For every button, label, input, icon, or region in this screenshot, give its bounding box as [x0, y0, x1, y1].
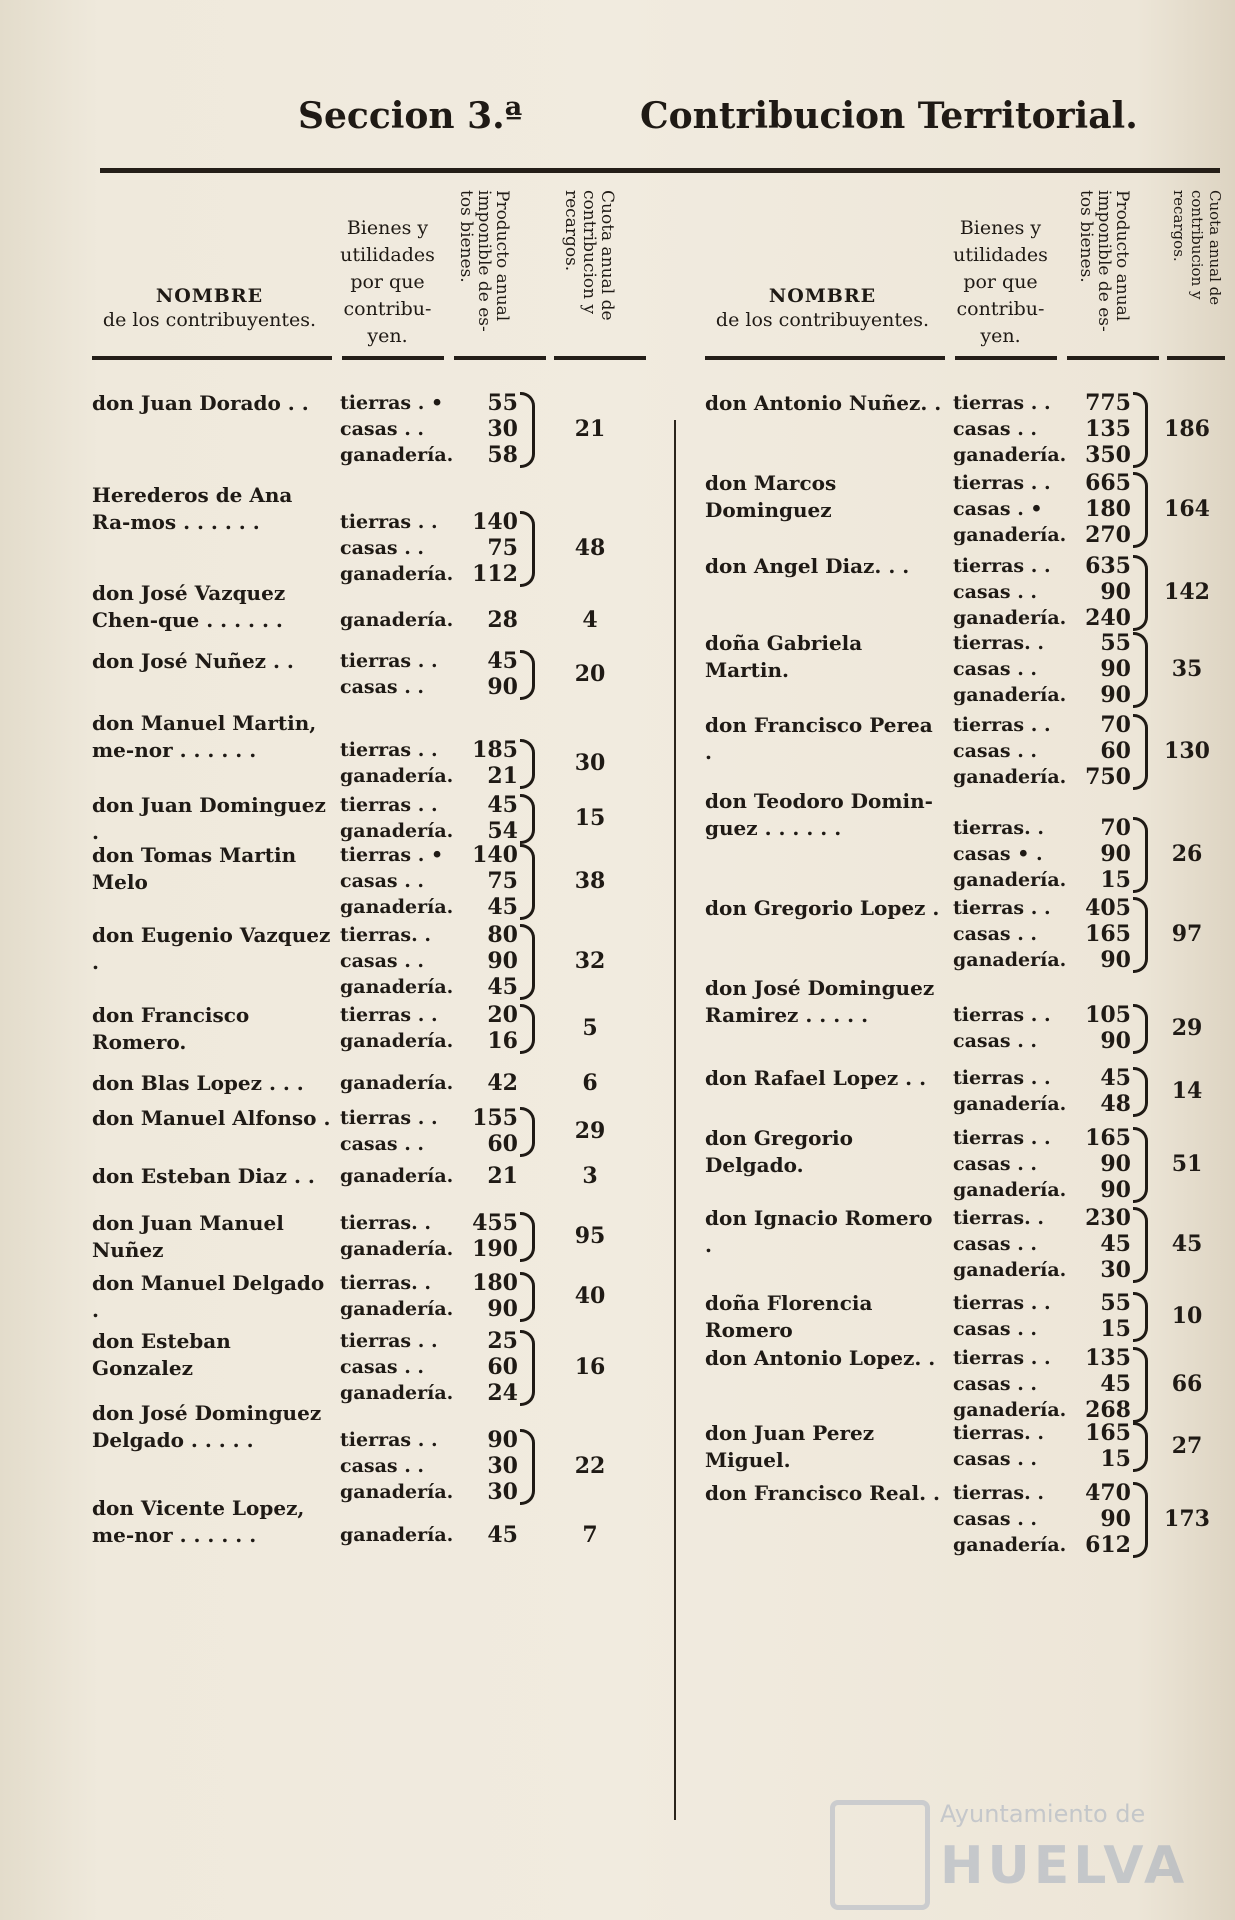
contributor-name: don Gregorio Delgado. [705, 1126, 853, 1177]
contributor-name: don Juan Manuel Nuñez [92, 1211, 284, 1262]
cuota-value: 66 [1171, 1371, 1203, 1397]
asset-value: 90 [487, 674, 518, 700]
asset-value: 140 [472, 509, 518, 535]
asset-value: 48 [1100, 1091, 1131, 1117]
contributor-name: don Ignacio Romero . [705, 1206, 933, 1257]
grouping-brace [520, 1107, 535, 1157]
header-bienes: Bienes y utilidades por que contribu-yen. [953, 217, 1048, 347]
asset-kind: tierras . . [340, 1004, 438, 1026]
asset-kind: casas . . [953, 418, 1038, 440]
asset-kind: ganadería. [340, 1238, 454, 1260]
asset-value: 55 [487, 390, 518, 416]
grouping-brace [1133, 555, 1148, 631]
asset-value: 55 [1100, 1290, 1131, 1316]
asset-value: 21 [487, 763, 518, 789]
grouping-brace [1133, 1347, 1148, 1423]
header-rule-producto [454, 356, 546, 360]
contributor-name: don Francisco Perea . [705, 713, 933, 764]
grouping-brace [520, 844, 535, 920]
grouping-brace [520, 1330, 535, 1406]
asset-kind: casas • . [953, 843, 1043, 865]
grouping-brace [520, 1272, 535, 1322]
asset-value: 54 [487, 818, 518, 844]
grouping-brace [1133, 1067, 1148, 1117]
asset-kind: casas . . [953, 1373, 1038, 1395]
cuota-value: 15 [574, 805, 606, 831]
grouping-brace [520, 511, 535, 587]
asset-value: 350 [1085, 442, 1131, 468]
grouping-brace [1133, 1004, 1148, 1054]
contributor-name: don Antonio Nuñez. . [705, 391, 942, 415]
right-entries [705, 390, 1235, 1890]
cuota-value: 142 [1164, 579, 1210, 605]
contributor-name: don Manuel Alfonso . [92, 1106, 331, 1130]
asset-kind: ganadería. [953, 1399, 1067, 1421]
asset-kind: ganadería. [340, 1481, 454, 1503]
asset-kind: tierras . . [953, 1347, 1051, 1369]
asset-kind: tierras . . [953, 1127, 1051, 1149]
asset-value: 775 [1085, 390, 1131, 416]
contributor-name: don Vicente Lopez, me-nor . . . . . . [92, 1496, 305, 1547]
header-name [705, 284, 940, 332]
asset-value: 165 [1085, 921, 1131, 947]
grouping-brace [1133, 817, 1148, 893]
asset-kind: tierras . . [340, 1107, 438, 1129]
asset-kind: ganadería. [953, 1179, 1067, 1201]
contributor-name: Herederos de Ana Ra-mos . . . . . . [92, 483, 293, 534]
asset-value: 70 [1100, 815, 1131, 841]
header-rule-cuota [1167, 356, 1225, 360]
asset-value: 270 [1085, 522, 1131, 548]
asset-value: 45 [487, 1522, 518, 1548]
asset-kind: casas . • [953, 498, 1043, 520]
cuota-value: 38 [574, 868, 606, 894]
contributor-name: don Tomas Martin Melo [92, 843, 297, 894]
grouping-brace [1133, 1127, 1148, 1203]
cuota-value: 6 [582, 1070, 598, 1096]
asset-kind: ganadería. [953, 444, 1067, 466]
contributor-name: don Angel Diaz. . . [705, 554, 910, 578]
asset-value: 15 [1100, 1446, 1131, 1472]
grouping-brace [1133, 392, 1148, 468]
asset-value: 24 [487, 1380, 518, 1406]
asset-value: 180 [1085, 496, 1131, 522]
asset-kind: tierras . . [953, 472, 1051, 494]
contributor-name: don Manuel Martin, me-nor . . . . . . [92, 711, 317, 762]
left-column [92, 190, 652, 1548]
asset-value: 42 [487, 1070, 518, 1096]
header-cuota: Cuota anual de contribucion y recargos. [561, 190, 617, 321]
contributor-name: don Marcos Dominguez [705, 471, 837, 522]
asset-value: 45 [487, 974, 518, 1000]
header-name-subtitle: de los contribuyentes. [715, 309, 930, 331]
header-name-title: NOMBRE [768, 285, 877, 307]
asset-kind: casas . . [340, 950, 425, 972]
cuota-value: 5 [582, 1015, 598, 1041]
asset-kind: ganadería. [340, 976, 454, 998]
asset-kind: casas . . [953, 1508, 1038, 1530]
header-name [92, 284, 327, 332]
asset-value: 135 [1085, 416, 1131, 442]
asset-value: 180 [472, 1270, 518, 1296]
crest-icon [830, 1800, 930, 1910]
asset-value: 470 [1085, 1480, 1131, 1506]
asset-kind: ganadería. [953, 766, 1067, 788]
page-title: Contribucion Territorial. [640, 95, 1138, 137]
grouping-brace [520, 924, 535, 1000]
asset-kind: casas . . [953, 1153, 1038, 1175]
asset-kind: tierras . . [953, 555, 1051, 577]
grouping-brace [520, 739, 535, 789]
section-label: Seccion 3.ª [298, 95, 523, 137]
asset-kind: casas . . [340, 1133, 425, 1155]
asset-kind: ganadería. [340, 1072, 454, 1094]
contributor-name: don Teodoro Domin-guez . . . . . . [705, 789, 933, 840]
left-entries [92, 390, 652, 1890]
asset-kind: casas . . [953, 740, 1038, 762]
asset-value: 90 [1100, 579, 1131, 605]
header-rule-bienes [342, 356, 444, 360]
asset-value: 75 [487, 535, 518, 561]
asset-value: 30 [487, 1479, 518, 1505]
column-divider [674, 420, 676, 1820]
grouping-brace [1133, 897, 1148, 973]
cuota-value: 48 [574, 535, 606, 561]
asset-kind: tierras. . [953, 632, 1044, 654]
asset-kind: tierras . . [340, 1330, 438, 1352]
cuota-value: 186 [1164, 416, 1210, 442]
header-rule-cuota [554, 356, 646, 360]
asset-kind: tierras . . [340, 650, 438, 672]
asset-value: 750 [1085, 764, 1131, 790]
asset-value: 90 [487, 948, 518, 974]
asset-kind: ganadería. [340, 1524, 454, 1546]
asset-value: 30 [487, 416, 518, 442]
asset-value: 58 [487, 442, 518, 468]
asset-kind: tierras . • [340, 844, 444, 866]
asset-kind: tierras . . [340, 794, 438, 816]
asset-kind: ganadería. [340, 609, 454, 631]
asset-kind: tierras . . [953, 897, 1051, 919]
asset-kind: tierras . • [340, 392, 444, 414]
grouping-brace [520, 392, 535, 468]
asset-value: 16 [487, 1028, 518, 1054]
asset-kind: tierras. . [340, 1212, 431, 1234]
cuota-value: 14 [1171, 1078, 1203, 1104]
cuota-value: 32 [574, 948, 606, 974]
asset-value: 80 [487, 922, 518, 948]
asset-kind: tierras . . [953, 1004, 1051, 1026]
asset-value: 15 [1100, 867, 1131, 893]
asset-value: 55 [1100, 630, 1131, 656]
watermark-line1: Ayuntamiento de [940, 1800, 1146, 1828]
asset-kind: casas . . [340, 1455, 425, 1477]
cuota-value: 26 [1171, 841, 1203, 867]
asset-value: 190 [472, 1236, 518, 1262]
cuota-value: 130 [1164, 738, 1210, 764]
header-rule [100, 168, 1220, 173]
asset-kind: ganadería. [953, 684, 1067, 706]
contributor-name: don Rafael Lopez . . [705, 1066, 927, 1090]
asset-kind: tierras. . [953, 1422, 1044, 1444]
grouping-brace [1133, 632, 1148, 708]
contributor-name: don Eugenio Vazquez . [92, 923, 331, 974]
asset-value: 45 [487, 894, 518, 920]
header-rule-name [705, 356, 945, 360]
asset-value: 60 [1100, 738, 1131, 764]
grouping-brace [1133, 1482, 1148, 1558]
asset-kind: tierras. . [953, 1482, 1044, 1504]
cuota-value: 3 [582, 1163, 598, 1189]
asset-value: 135 [1085, 1345, 1131, 1371]
asset-value: 45 [1100, 1231, 1131, 1257]
asset-kind: casas . . [953, 658, 1038, 680]
asset-value: 90 [1100, 1177, 1131, 1203]
asset-value: 28 [487, 607, 518, 633]
asset-value: 75 [487, 868, 518, 894]
grouping-brace [1133, 1422, 1148, 1472]
asset-kind: casas . . [340, 676, 425, 698]
asset-kind: ganadería. [953, 949, 1067, 971]
asset-value: 165 [1085, 1125, 1131, 1151]
asset-value: 30 [1100, 1257, 1131, 1283]
asset-kind: ganadería. [340, 820, 454, 842]
asset-value: 155 [472, 1105, 518, 1131]
asset-value: 185 [472, 737, 518, 763]
asset-kind: tierras. . [340, 924, 431, 946]
grouping-brace [520, 794, 535, 844]
asset-value: 20 [487, 1002, 518, 1028]
asset-value: 90 [487, 1427, 518, 1453]
cuota-value: 30 [574, 750, 606, 776]
contributor-name: don Juan Dominguez . [92, 793, 326, 844]
asset-kind: casas . . [340, 870, 425, 892]
asset-kind: tierras . . [953, 1292, 1051, 1314]
asset-kind: ganadería. [953, 1259, 1067, 1281]
asset-kind: ganadería. [340, 563, 454, 585]
asset-kind: tierras . . [953, 714, 1051, 736]
grouping-brace [520, 1004, 535, 1054]
asset-kind: casas . . [953, 923, 1038, 945]
asset-value: 45 [487, 792, 518, 818]
contributor-name: don José Nuñez . . [92, 649, 294, 673]
asset-kind: ganadería. [340, 765, 454, 787]
grouping-brace [1133, 1292, 1148, 1342]
asset-value: 165 [1085, 1420, 1131, 1446]
watermark-stamp [830, 1800, 1189, 1910]
asset-value: 140 [472, 842, 518, 868]
contributor-name: don Manuel Delgado . [92, 1271, 325, 1322]
asset-kind: casas . . [340, 418, 425, 440]
contributor-name: doña Florencia Romero [705, 1291, 873, 1342]
asset-kind: ganadería. [340, 896, 454, 918]
asset-value: 665 [1085, 470, 1131, 496]
contributor-name: don Esteban Diaz . . [92, 1164, 315, 1188]
header-bienes: Bienes y utilidades por que contribu-yen. [340, 217, 435, 347]
header-name-title: NOMBRE [155, 285, 264, 307]
asset-kind: casas . . [953, 1448, 1038, 1470]
asset-kind: casas . . [953, 1030, 1038, 1052]
cuota-value: 173 [1164, 1506, 1210, 1532]
contributor-name: don José Vazquez Chen-que . . . . . . [92, 581, 286, 632]
asset-kind: tierras . . [340, 739, 438, 761]
asset-kind: ganadería. [953, 607, 1067, 629]
asset-value: 105 [1085, 1002, 1131, 1028]
asset-value: 60 [487, 1354, 518, 1380]
cuota-value: 20 [574, 661, 606, 687]
asset-value: 90 [1100, 1506, 1131, 1532]
header-rule-name [92, 356, 332, 360]
asset-kind: ganadería. [340, 1030, 454, 1052]
cuota-value: 51 [1171, 1151, 1203, 1177]
asset-kind: tierras . . [953, 392, 1051, 414]
asset-value: 45 [1100, 1065, 1131, 1091]
asset-value: 21 [487, 1163, 518, 1189]
grouping-brace [520, 1429, 535, 1505]
asset-kind: casas . . [340, 1356, 425, 1378]
asset-value: 240 [1085, 605, 1131, 631]
right-column [705, 190, 1235, 1558]
contributor-name: don José Dominguez Ramirez . . . . . [705, 976, 935, 1027]
cuota-value: 35 [1171, 656, 1203, 682]
asset-kind: ganadería. [953, 1534, 1067, 1556]
asset-value: 90 [1100, 682, 1131, 708]
cuota-value: 97 [1171, 921, 1203, 947]
asset-value: 405 [1085, 895, 1131, 921]
contributor-name: don José Dominguez Delgado . . . . . [92, 1401, 322, 1452]
left-column-header [92, 190, 652, 360]
contributor-name: don Francisco Real. . [705, 1481, 941, 1505]
asset-kind: casas . . [953, 1318, 1038, 1340]
asset-value: 45 [487, 648, 518, 674]
asset-value: 90 [1100, 947, 1131, 973]
asset-kind: tierras. . [953, 817, 1044, 839]
cuota-value: 16 [574, 1354, 606, 1380]
page-header [0, 95, 1235, 145]
grouping-brace [520, 650, 535, 700]
asset-kind: ganadería. [953, 1093, 1067, 1115]
asset-value: 90 [487, 1296, 518, 1322]
cuota-value: 95 [574, 1223, 606, 1249]
asset-value: 268 [1085, 1397, 1131, 1423]
grouping-brace [1133, 714, 1148, 790]
asset-kind: ganadería. [340, 1298, 454, 1320]
asset-kind: casas . . [953, 581, 1038, 603]
cuota-value: 7 [582, 1522, 598, 1548]
asset-value: 90 [1100, 656, 1131, 682]
asset-kind: tierras . . [340, 1429, 438, 1451]
cuota-value: 10 [1171, 1303, 1203, 1329]
contributor-name: don Juan Dorado . . [92, 391, 309, 415]
cuota-value: 164 [1164, 496, 1210, 522]
grouping-brace [520, 1212, 535, 1262]
asset-value: 90 [1100, 1028, 1131, 1054]
cuota-value: 22 [574, 1453, 606, 1479]
header-rule-bienes [955, 356, 1057, 360]
asset-value: 30 [487, 1453, 518, 1479]
asset-kind: ganadería. [340, 444, 454, 466]
asset-kind: casas . . [340, 537, 425, 559]
header-rule-producto [1067, 356, 1159, 360]
asset-kind: ganadería. [340, 1382, 454, 1404]
asset-value: 635 [1085, 553, 1131, 579]
asset-value: 60 [487, 1131, 518, 1157]
asset-value: 455 [472, 1210, 518, 1236]
contributor-name: don Antonio Lopez. . [705, 1346, 936, 1370]
asset-value: 112 [472, 561, 518, 587]
header-name-subtitle: de los contribuyentes. [102, 309, 317, 331]
cuota-value: 40 [574, 1283, 606, 1309]
cuota-value: 29 [574, 1118, 606, 1144]
asset-value: 90 [1100, 841, 1131, 867]
asset-value: 90 [1100, 1151, 1131, 1177]
cuota-value: 4 [582, 607, 598, 633]
cuota-value: 45 [1171, 1231, 1203, 1257]
cuota-value: 27 [1171, 1433, 1203, 1459]
contributor-name: don Francisco Romero. [92, 1003, 250, 1054]
contributor-name: don Esteban Gonzalez [92, 1329, 231, 1380]
header-producto: Producto anual imponible de es-tos bienes. [456, 190, 512, 332]
contributor-name: doña Gabriela Martin. [705, 631, 863, 682]
grouping-brace [1133, 472, 1148, 548]
asset-kind: tierras. . [953, 1207, 1044, 1229]
watermark-line2: HUELVA [940, 1836, 1189, 1896]
header-producto: Producto anual imponible de es-tos bienes. [1076, 190, 1132, 332]
asset-value: 45 [1100, 1371, 1131, 1397]
asset-kind: tierras . . [340, 511, 438, 533]
asset-kind: tierras. . [340, 1272, 431, 1294]
asset-kind: ganadería. [953, 869, 1067, 891]
asset-kind: casas . . [953, 1233, 1038, 1255]
asset-kind: tierras . . [953, 1067, 1051, 1089]
asset-value: 25 [487, 1328, 518, 1354]
asset-kind: ganadería. [953, 524, 1067, 546]
asset-value: 15 [1100, 1316, 1131, 1342]
asset-kind: ganadería. [340, 1165, 454, 1187]
cuota-value: 29 [1171, 1015, 1203, 1041]
grouping-brace [1133, 1207, 1148, 1283]
header-cuota: Cuota anual de contribucion y recargos. [1170, 190, 1224, 306]
asset-value: 230 [1085, 1205, 1131, 1231]
asset-value: 612 [1085, 1532, 1131, 1558]
contributor-name: don Juan Perez Miguel. [705, 1421, 875, 1472]
contributor-name: don Blas Lopez . . . [92, 1071, 304, 1095]
asset-value: 70 [1100, 712, 1131, 738]
contributor-name: don Gregorio Lopez . [705, 896, 940, 920]
right-column-header [705, 190, 1235, 360]
cuota-value: 21 [574, 416, 606, 442]
